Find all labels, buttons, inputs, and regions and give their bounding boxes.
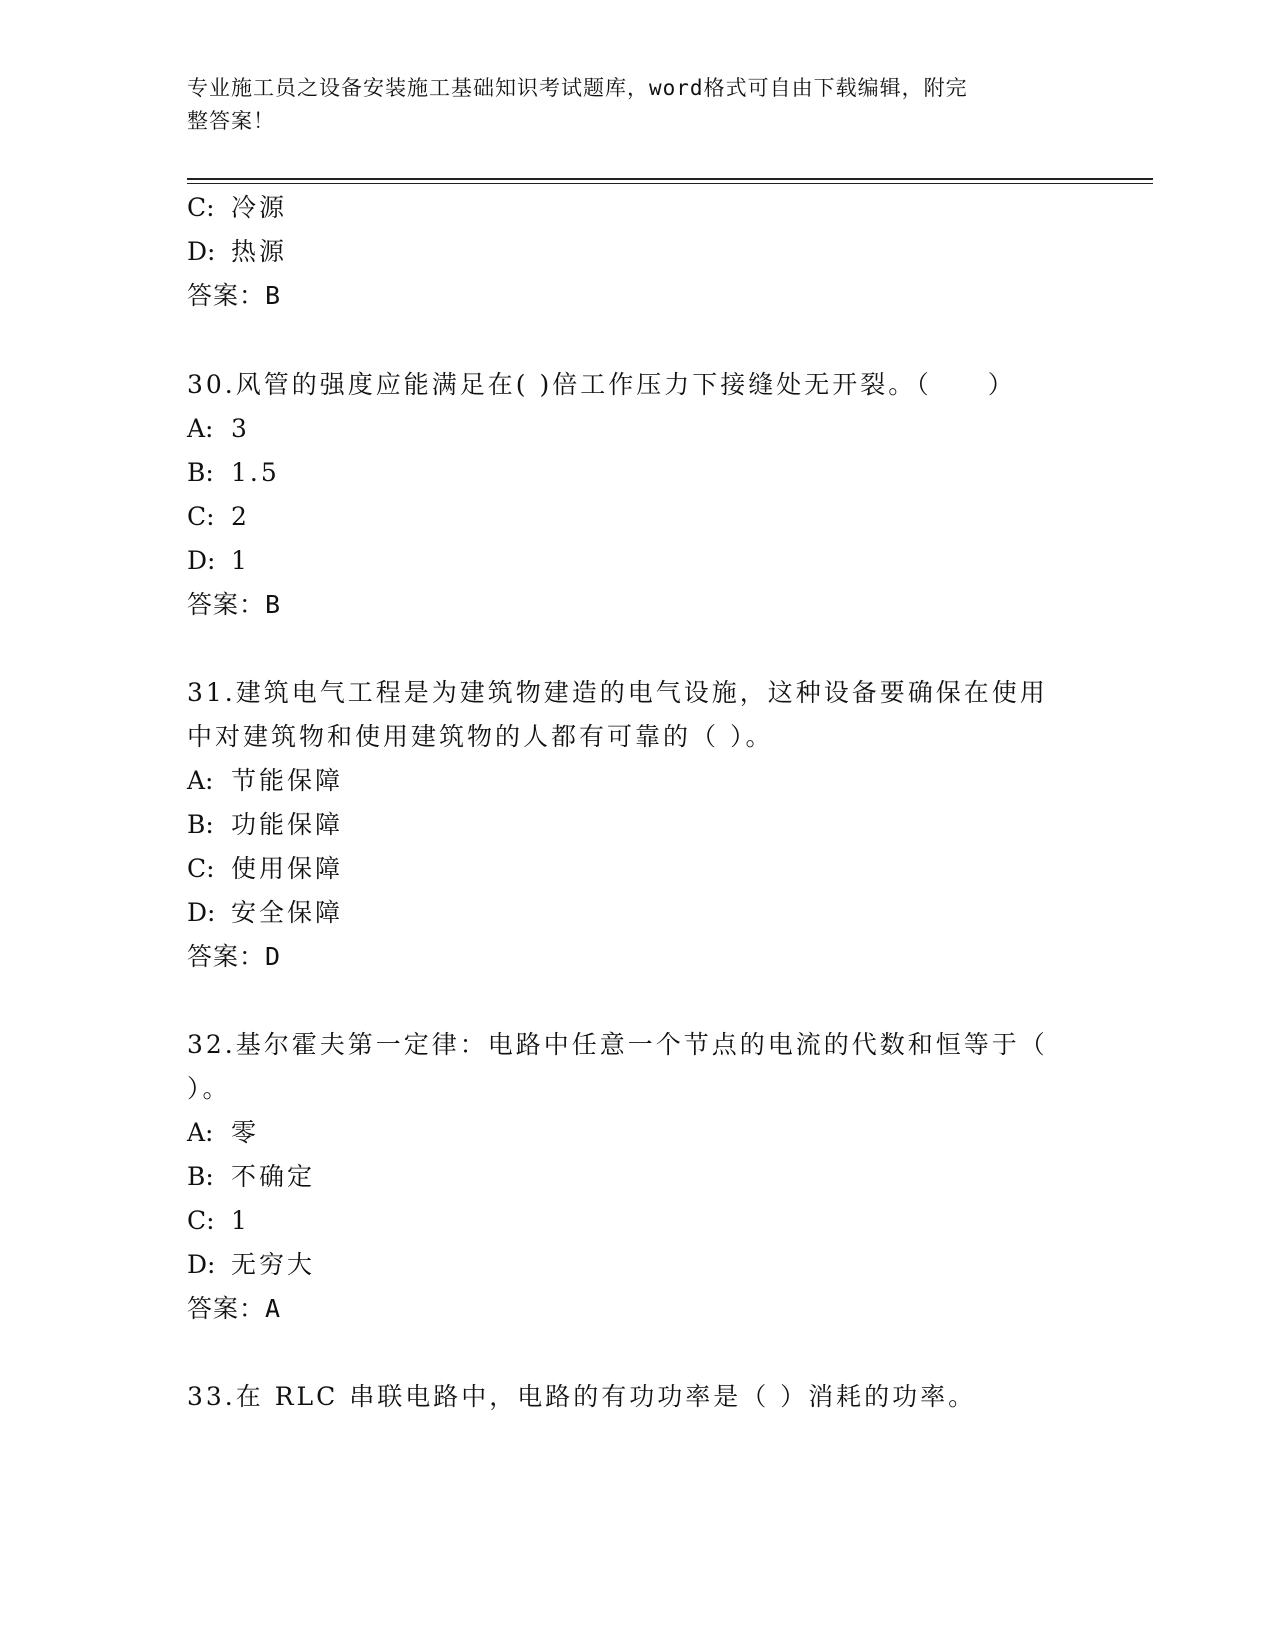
header-divider-thin [187,183,1153,184]
option-text: 不确定 [231,1162,316,1191]
q32-option-d [187,1248,315,1282]
option-letter: B: [187,458,214,487]
document-header [187,72,1067,138]
option-letter: D: [187,237,216,266]
q31-answer [187,940,281,974]
option-letter: D: [187,1250,216,1279]
q30-option-a [187,412,250,446]
option-text: 无穷大 [231,1250,316,1279]
option-text: 节能保障 [231,766,344,795]
q32-option-a [187,1116,259,1150]
option-letter: A: [187,414,214,443]
answer-value: B [265,590,282,619]
option-text: 使用保障 [231,854,344,883]
answer-value: D [265,942,282,971]
q31-option-b [187,808,343,842]
q31-option-d [187,896,343,930]
option-text: 热源 [231,237,288,266]
q30-option-d [187,544,250,578]
option-text: 2 [231,502,250,531]
q30-option-b [187,456,280,490]
q29-option-c [187,191,287,225]
q29-option-d [187,235,287,269]
option-letter: D: [187,898,216,927]
q30-stem: 30.风管的强度应能满足在( )倍工作压力下接缝处无开裂。（ ） [187,370,1016,399]
option-text: 安全保障 [231,898,344,927]
header-divider-thick [187,178,1153,180]
q30-option-c [187,500,250,534]
option-letter: C: [187,193,215,222]
header-line-2: 整答案！ [187,109,275,133]
q30-answer [187,588,281,622]
option-text: 功能保障 [231,810,344,839]
option-text: 冷源 [231,193,288,222]
option-letter: A: [187,766,214,795]
header-line-1: 专业施工员之设备安装施工基础知识考试题库，word格式可自由下载编辑，附完 [187,76,968,100]
q32-stem-line-2: ）。 [187,1074,231,1103]
answer-value: A [265,1294,282,1323]
q32-option-c [187,1204,250,1238]
q31-stem-line-1: 31.建筑电气工程是为建筑物建造的电气设施，这种设备要确保在使用 [187,678,1048,707]
option-text: 1 [231,1206,250,1235]
option-letter: B: [187,810,214,839]
option-text: 1 [231,546,250,575]
option-text: 3 [231,414,250,443]
q32-option-b [187,1160,315,1194]
option-letter: A: [187,1118,214,1147]
answer-value: B [265,281,282,310]
q33-stem: 33.在 RLC 串联电路中，电路的有功功率是（ ）消耗的功率。 [187,1382,977,1411]
option-letter: D: [187,546,216,575]
q32-answer [187,1292,281,1326]
option-letter: C: [187,1206,215,1235]
q31-option-a [187,764,343,798]
answer-label: 答案： [187,942,266,971]
q31-stem-line-2: 中对建筑物和使用建筑物的人都有可靠的（ ）。 [187,722,774,751]
q31-option-c [187,852,343,886]
option-letter: C: [187,854,215,883]
option-text: 1.5 [231,458,280,487]
answer-label: 答案： [187,281,266,310]
option-letter: B: [187,1162,214,1191]
q32-stem-line-1: 32.基尔霍夫第一定律：电路中任意一个节点的电流的代数和恒等于（ [187,1030,1048,1059]
option-text: 零 [231,1118,260,1147]
answer-label: 答案： [187,1294,266,1323]
q29-answer [187,279,281,313]
option-letter: C: [187,502,215,531]
answer-label: 答案： [187,590,266,619]
